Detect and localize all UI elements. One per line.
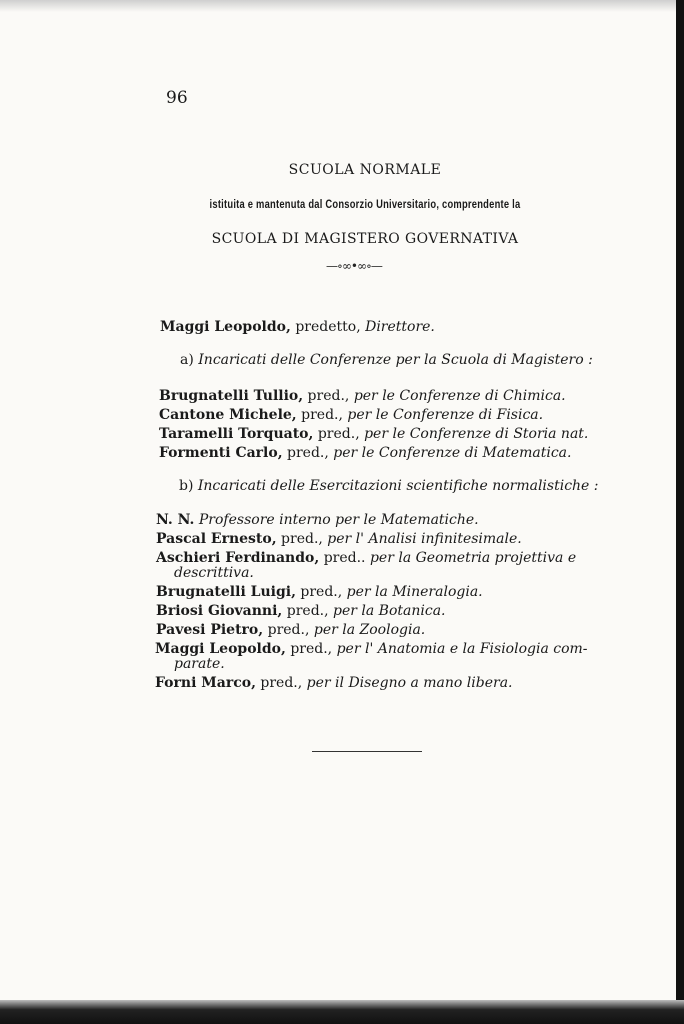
list-item [156,530,522,548]
role-text: per le Conferenze di Fisica. [347,407,544,423]
list-item [159,444,571,462]
section-b-heading [179,477,599,495]
pred-text: pred., [285,641,337,657]
person-name: Forni Marco, [155,675,256,691]
role-text: Direttore. [365,319,435,335]
person-name: Pascal Ernesto, [156,531,277,547]
role-continuation: parate. [174,656,225,672]
page-subtitle: istituita e mantenuta dal Consorzio Universitario, comprendente la [209,197,521,211]
role-text: per le Conferenze di Storia nat. [364,426,589,442]
list-item [156,602,446,620]
list-item [159,406,543,424]
person-name: Formenti Carlo, [159,445,283,461]
section-a-heading [180,351,593,369]
person-name: Briosi Giovanni, [156,603,283,619]
section-label: a) [180,352,199,368]
role-text: per le Conferenze di Matematica. [333,445,572,461]
section-label: b) [179,478,198,494]
section-title: Incaricati delle Conferenze per la Scuola di Magistero : [198,352,593,368]
section-title: Incaricati delle Esercitazioni scientifiche normalistiche : [197,478,599,494]
list-item [156,511,479,529]
person-name: Cantone Michele, [159,407,297,423]
pred-text: pred., [276,531,328,547]
person-name: Maggi Leopoldo, [160,319,291,335]
page-number: 96 [166,88,188,108]
page-title: SCUOLA NORMALE [288,162,442,178]
person-name: Pavesi Pietro, [156,622,264,638]
role-text: per il Disegno a mano libera. [306,675,513,691]
page-bottom-edge [0,1000,684,1024]
list-item [159,387,566,405]
role-text: per la Geometria projettiva e [369,550,577,566]
role-text: per le Conferenze di Chimica. [353,388,566,404]
list-item [156,621,425,639]
person-name: Brugnatelli Tullio, [159,388,304,404]
pred-text: pred., [255,675,307,691]
pred-text: predetto, [290,319,366,335]
pred-text: pred.. [319,550,370,566]
pred-text: pred., [282,445,334,461]
role-text: per la Zoologia. [313,622,426,638]
role-continuation: descrittiva. [174,565,254,581]
page-top-edge [0,0,676,12]
pred-text: pred., [282,603,334,619]
pred-text: pred., [263,622,314,638]
pred-text: pred., [313,426,365,442]
list-item [155,674,513,692]
end-rule [312,751,422,752]
pred-text: pred., [295,584,347,600]
page-right-edge [676,0,684,1024]
role-text: per la Mineralogia. [346,584,483,600]
ornament-divider: —∘∞•∞∘— [326,259,382,273]
list-item [159,425,588,443]
role-text: per l' Anatomia e la Fisiologia com- [336,641,588,657]
list-item [156,583,483,601]
director-line [160,318,435,336]
role-text: per la Botanica. [333,603,446,619]
role-text: per l' Analisi infinitesimale. [327,531,522,547]
role-text: Professore interno per le Matematiche. [198,512,479,528]
person-name: Brugnatelli Luigi, [156,584,296,600]
page-subtitle-2: SCUOLA DI MAGISTERO GOVERNATIVA [211,231,519,247]
pred-text: pred., [296,407,348,423]
person-name: Maggi Leopoldo, [155,641,286,657]
person-name: Taramelli Torquato, [159,426,314,442]
person-name: N. N. [156,512,195,528]
pred-text: pred., [303,388,354,404]
person-name: Aschieri Ferdinando, [156,550,320,566]
